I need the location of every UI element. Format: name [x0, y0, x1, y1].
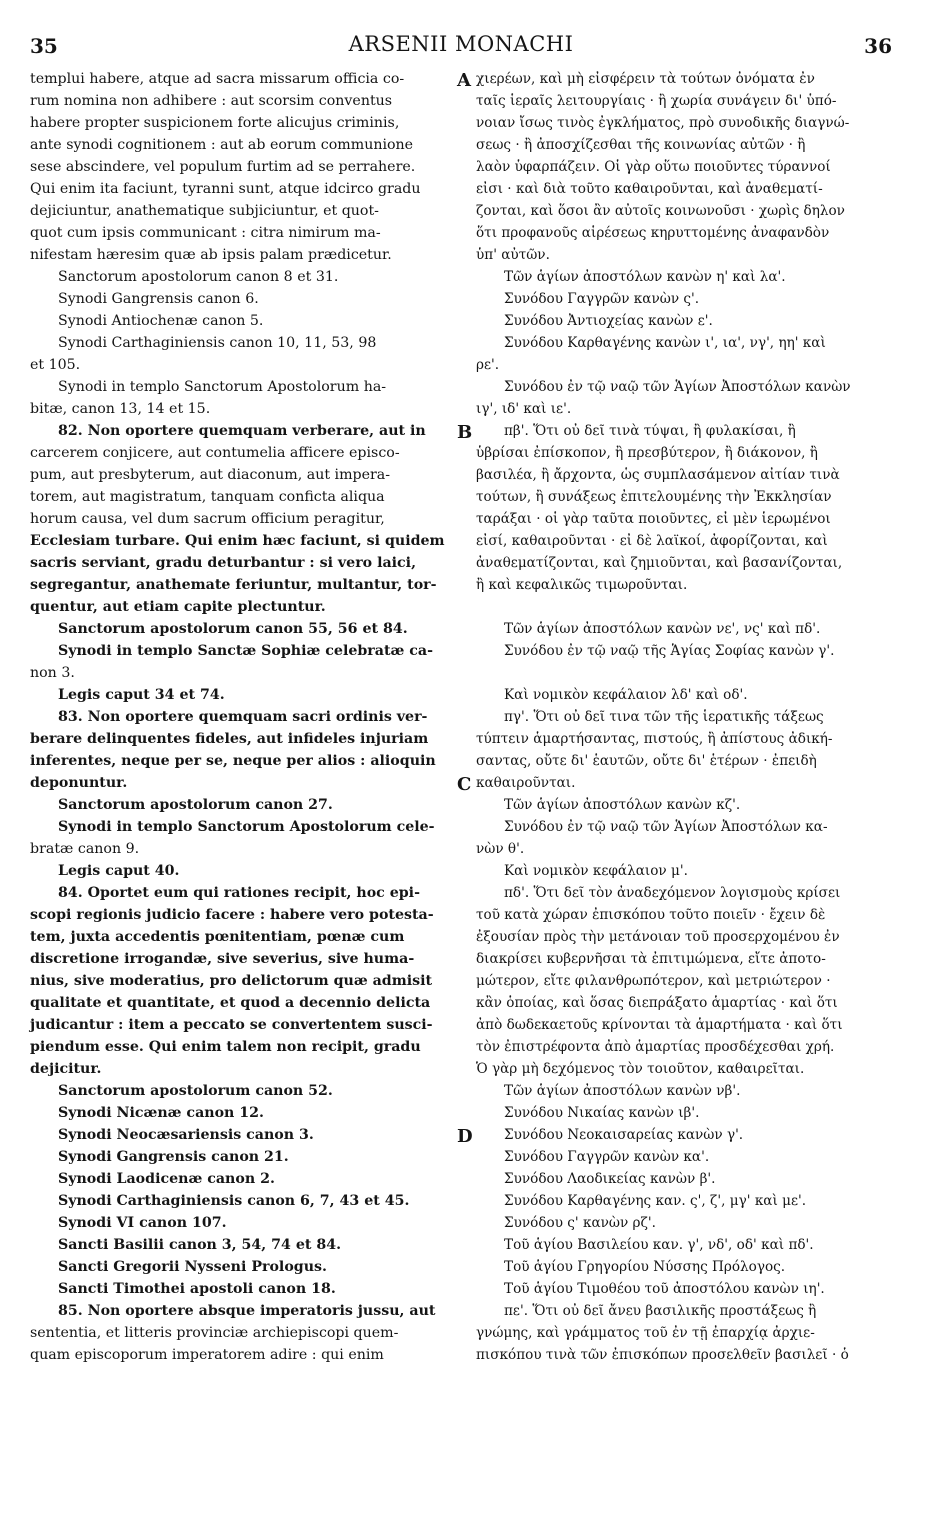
latin-text-line: sententia, et litteris provinciæ archiepiscopi quem-	[30, 1325, 399, 1341]
latin-text-line: Legis caput 40.	[58, 863, 180, 879]
greek-text-line: ρε'.	[476, 357, 500, 373]
greek-text-line: ὑβρίσαι ἐπίσκοπον, ἢ πρεσβύτερον, ἢ διάκονον, ἢ	[476, 445, 818, 461]
greek-text-line: τοῦ κατὰ χώραν ἐπισκόπου τοῦτο ποιεῖν · ἔχειν δὲ	[476, 907, 826, 923]
latin-text-line: berare delinquentes fideles, aut infideles injuriam	[30, 731, 429, 747]
greek-text-line: Συνόδου Νικαίας κανὼν ιβ'.	[504, 1105, 700, 1121]
greek-text-line: Ὁ γὰρ μὴ δεχόμενος τὸν τοιοῦτον, καθαιρεῖται.	[476, 1061, 805, 1077]
greek-text-line: νοιαν ἴσως τινὸς ἐγκλήματος, πρὸ συνοδικῆς διαγνώ-	[476, 115, 850, 131]
greek-text-line: τύπτειν ἁμαρτήσαντας, πιστούς, ἢ ἀπίστους ἀδική-	[476, 731, 833, 747]
margin-marker-a: A	[457, 70, 471, 91]
latin-text-line: Ecclesiam turbare. Qui enim hæc faciunt, si quidem	[30, 533, 445, 549]
latin-text-line: Sancti Timothei apostoli canon 18.	[58, 1281, 336, 1297]
greek-text-line: ταράξαι · οἱ γὰρ ταῦτα ποιοῦντες, εἰ μὲν ἱερωμένοι	[476, 511, 831, 527]
greek-text-line: ἐξουσίαν πρὸς τὴν μετάνοιαν τοῦ προσερχομένου ἐν	[476, 929, 840, 945]
greek-text-line: Συνόδου Λαοδικείας κανὼν β'.	[504, 1171, 716, 1187]
greek-text-line: Συνόδου Καρθαγένης καν. ς', ζ', μγ' καὶ με'.	[504, 1193, 807, 1209]
greek-text-line: Τῶν ἁγίων ἀποστόλων κανὼν η' καὶ λα'.	[504, 269, 786, 285]
greek-text-line: χιερέων, καὶ μὴ εἰσφέρειν τὰ τούτων ὀνόματα ἐν	[476, 71, 815, 87]
greek-text-line: μώτερον, εἴτε φιλανθρωπότερον, καὶ μετριώτερον ·	[476, 973, 831, 989]
latin-text-line: Synodi Antiochenæ canon 5.	[58, 313, 264, 329]
greek-text-line: Καὶ νομικὸν κεφάλαιον λδ' καὶ οδ'.	[504, 687, 748, 703]
latin-text-line: scopi regionis judicio facere : habere vero potesta-	[30, 907, 434, 923]
running-title: ARSENII MONACHI	[348, 32, 574, 56]
latin-text-line: et 105.	[30, 357, 81, 373]
latin-text-line: quam episcoporum imperatorem adire : qui enim	[30, 1347, 384, 1363]
latin-text-line: Synodi Nicænæ canon 12.	[58, 1105, 264, 1121]
greek-text-line: Συνόδου Ἀντιοχείας κανὼν ε'.	[504, 313, 713, 329]
latin-text-line: sacris serviant, gradu deturbantur : si vero laici,	[30, 555, 417, 571]
greek-text-line: Συνόδου ἐν τῷ ναῷ τῶν Ἁγίων Ἀποστόλων κα-	[504, 819, 828, 835]
latin-text-line: sese abscindere, vel populum furtim ad se perrahere.	[30, 159, 416, 175]
greek-text-line: Τοῦ ἁγίου Γρηγορίου Νύσσης Πρόλογος.	[504, 1259, 786, 1275]
latin-text-line: inferentes, neque per se, neque per alios : alioquin	[30, 753, 436, 769]
greek-text-line: εἰσί, καθαιροῦνται · εἰ δὲ λαϊκοί, ἀφορίζονται, καὶ	[476, 533, 828, 549]
margin-marker-b: B	[457, 422, 473, 443]
greek-text-line: καθαιροῦνται.	[476, 775, 576, 791]
latin-text-line: quot cum ipsis communicant : citra nimirum ma-	[30, 225, 381, 241]
greek-text-line: ἀναθεματίζονται, καὶ ζημιοῦνται, καὶ βασανίζονται,	[476, 555, 843, 571]
left-page-number: 35	[30, 34, 58, 58]
latin-text-line: ante synodi cognitionem : aut ab eorum communione	[30, 137, 414, 153]
greek-text-line: εἰσι · καὶ διὰ τοῦτο καθαιροῦνται, καὶ ἀναθεματί-	[476, 181, 823, 197]
greek-text-line: ἢ καὶ κεφαλικῶς τιμωροῦνται.	[476, 577, 688, 593]
latin-text-line: torem, aut magistratum, tanquam conficta aliqua	[30, 489, 385, 505]
greek-text-line: Συνόδου Καρθαγένης κανὼν ι', ια', νγ', ηη' καὶ	[504, 335, 826, 351]
latin-text-line: piendum esse. Qui enim talem non recipit, gradu	[30, 1039, 421, 1055]
greek-text-line: ὅτι προφανοῦς αἱρέσεως κηρυττομένης ἀναφανδὸν	[476, 225, 830, 241]
greek-text-line: βασιλέα, ἢ ἄρχοντα, ὡς συμπλασάμενον αἰτίαν τινὰ	[476, 467, 840, 483]
greek-text-line: Συνόδου ἐν τῷ ναῷ τῆς Ἁγίας Σοφίας κανὼν γ'.	[504, 643, 835, 659]
latin-text-line: rum nomina non adhibere : aut scorsim conventus	[30, 93, 393, 109]
greek-text-line: νὼν θ'.	[476, 841, 525, 857]
latin-text-line: Sanctorum apostolorum canon 27.	[58, 797, 333, 813]
latin-text-line: Synodi Laodicenæ canon 2.	[58, 1171, 275, 1187]
greek-text-line: λαὸν ὑφαρπάζειν. Οἱ γὰρ οὕτω ποιοῦντες τύραννοί	[476, 159, 831, 175]
latin-text-line: Qui enim ita faciunt, tyranni sunt, atque idcirco gradu	[30, 181, 421, 197]
latin-text-line: Sanctorum apostolorum canon 8 et 31.	[58, 269, 339, 285]
latin-text-line: non 3.	[30, 665, 75, 681]
latin-text-line: qualitate et quantitate, et quod a decennio delicta	[30, 995, 431, 1011]
greek-text-line: τούτων, ἢ συνάξεως ἐπιτελουμένης τὴν Ἐκκλησίαν	[476, 489, 832, 505]
greek-text-line: τὸν ἐπιστρέφοντα ἀπὸ ἁμαρτίας προσδέχεσθαι χρή.	[476, 1039, 835, 1055]
latin-text-line: Synodi in templo Sanctorum Apostolorum ha-	[58, 379, 387, 395]
latin-text-line: Sanctorum apostolorum canon 52.	[58, 1083, 333, 1099]
greek-text-line: πγ'. Ὅτι οὐ δεῖ τινα τῶν τῆς ἱερατικῆς τάξεως	[504, 709, 824, 725]
latin-text-line: horum causa, vel dum sacrum officium peragitur,	[30, 511, 385, 527]
greek-text-line: Τοῦ ἁγίου Βασιλείου καν. γ', νδ', οδ' καὶ πδ'.	[504, 1237, 814, 1253]
latin-text-line: tem, juxta accedentis pœnitentiam, pœnæ cum	[30, 929, 405, 945]
latin-text-line: discretione irrogandæ, sive severius, sive huma-	[30, 951, 415, 967]
latin-text-line: segregantur, anathemate feriuntur, multantur, tor-	[30, 577, 437, 593]
greek-text-line: κἂν ὁποίας, καὶ ὅσας διεπράξατο ἁμαρτίας · καὶ ὅτι	[476, 995, 838, 1011]
latin-text-line: Synodi Carthaginiensis canon 6, 7, 43 et 45.	[58, 1193, 410, 1209]
greek-text-line: ὑπ' αὐτῶν.	[476, 247, 550, 263]
greek-text-line: γνώμης, καὶ γράμματος τοῦ ἐν τῇ ἐπαρχίᾳ ἀρχιε-	[476, 1325, 815, 1341]
greek-text-line: Συνόδου Γαγγρῶν κανὼν ς'.	[504, 291, 700, 307]
latin-text-line: Synodi Neocæsariensis canon 3.	[58, 1127, 314, 1143]
greek-text-line: πδ'. Ὅτι δεῖ τὸν ἀναδεχόμενον λογισμοὺς κρίσει	[504, 885, 841, 901]
latin-text-line: Sancti Basilii canon 3, 54, 74 et 84.	[58, 1237, 342, 1253]
latin-text-line: judicantur : item a peccato se convertentem susci-	[30, 1017, 433, 1033]
greek-text-line: ἀπὸ δωδεκαετοῦς κρίνονται τὰ ἁμαρτήματα · καὶ ὅτι	[476, 1017, 843, 1033]
latin-text-line: nifestam hæresim quæ ab ipsis palam prædicetur.	[30, 247, 392, 263]
latin-text-line: nius, sive moderatius, pro delictorum quæ admisit	[30, 973, 433, 989]
greek-text-line: Συνόδου Νεοκαισαρείας κανὼν γ'.	[504, 1127, 744, 1143]
greek-text-line: Συνόδου ἐν τῷ ναῷ τῶν Ἁγίων Ἀποστόλων κανὼν	[504, 379, 851, 395]
latin-text-line: Synodi Gangrensis canon 6.	[58, 291, 259, 307]
greek-text-line: ταῖς ἱεραῖς λειτουργίαις · ἢ χωρία συνάγειν δι' ὑπό-	[476, 93, 837, 109]
latin-text-line: Synodi VI canon 107.	[58, 1215, 227, 1231]
page-header	[30, 30, 892, 64]
latin-text-line: dejicitur.	[30, 1061, 102, 1077]
latin-text-line: bitæ, canon 13, 14 et 15.	[30, 401, 211, 417]
greek-text-line: πβ'. Ὅτι οὐ δεῖ τινὰ τύψαι, ἢ φυλακίσαι, ἢ	[504, 423, 796, 439]
latin-text-line: Sanctorum apostolorum canon 55, 56 et 84.	[58, 621, 408, 637]
greek-text-line: Τῶν ἁγίων ἀποστόλων κανὼν νβ'.	[504, 1083, 741, 1099]
greek-text-line: Συνόδου Γαγγρῶν κανὼν κα'.	[504, 1149, 710, 1165]
greek-text-line: Τῶν ἁγίων ἀποστόλων κανὼν κζ'.	[504, 797, 741, 813]
latin-text-line: Sancti Gregorii Nysseni Prologus.	[58, 1259, 327, 1275]
margin-marker-d: D	[457, 1126, 473, 1147]
latin-text-line: templui habere, atque ad sacra missarum officia co-	[30, 71, 405, 87]
greek-text-line: διακρίσει κυβερνῆσαι τὰ ἐπιτιμώμενα, εἴτε ἀποτο-	[476, 951, 826, 967]
greek-text-line: ιγ', ιδ' καὶ ιε'.	[476, 401, 572, 417]
greek-text-line: Συνόδου ς' κανὼν ρζ'.	[504, 1215, 656, 1231]
latin-text-line: habere propter suspicionem forte alicujus criminis,	[30, 115, 400, 131]
greek-text-line: πε'. Ὅτι οὐ δεῖ ἄνευ βασιλικῆς προστάξεως ἢ	[504, 1303, 817, 1319]
greek-text-line: πισκόπου τινὰ τῶν ἐπισκόπων προσελθεῖν βασιλεῖ · ὁ	[476, 1347, 849, 1363]
latin-text-line: 82. Non oportere quemquam verberare, aut in	[58, 423, 426, 439]
latin-text-line: deponuntur.	[30, 775, 128, 791]
latin-text-line: Synodi in templo Sanctorum Apostolorum cele-	[58, 819, 435, 835]
latin-text-line: Synodi Gangrensis canon 21.	[58, 1149, 289, 1165]
latin-text-line: bratæ canon 9.	[30, 841, 140, 857]
latin-text-line: Synodi in templo Sanctæ Sophiæ celebratæ ca-	[58, 643, 434, 659]
latin-text-line: quentur, aut etiam capite plectuntur.	[30, 599, 326, 615]
greek-text-line: Καὶ νομικὸν κεφάλαιον μ'.	[504, 863, 688, 879]
greek-text-line: σαντας, οὔτε δι' ἑαυτῶν, οὔτε δι' ἑτέρων · ἐπειδὴ	[476, 753, 817, 769]
latin-text-line: Legis caput 34 et 74.	[58, 687, 225, 703]
latin-text-line: 84. Oportet eum qui rationes recipit, hoc epi-	[58, 885, 420, 901]
latin-text-line: pum, aut presbyterum, aut diaconum, aut impera-	[30, 467, 391, 483]
greek-text-line: Τοῦ ἁγίου Τιμοθέου τοῦ ἀποστόλου κανὼν ιη'.	[504, 1281, 825, 1297]
latin-text-line: 85. Non oportere absque imperatoris jussu, aut	[58, 1303, 436, 1319]
greek-text-line: σεως · ἢ ἀποσχίζεσθαι τῆς κοινωνίας αὐτῶν · ἢ	[476, 137, 806, 153]
latin-text-line: dejiciuntur, anathematique subjiciuntur, et quot-	[30, 203, 379, 219]
margin-marker-c: C	[457, 774, 472, 795]
latin-text-line: carcerem conjicere, aut contumelia afficere episco-	[30, 445, 400, 461]
latin-text-line: Synodi Carthaginiensis canon 10, 11, 53, 98	[58, 335, 377, 351]
latin-text-line: 83. Non oportere quemquam sacri ordinis ver-	[58, 709, 428, 725]
right-page-number: 36	[864, 34, 892, 58]
greek-text-line: Τῶν ἁγίων ἀποστόλων κανὼν νε', νς' καὶ πδ'.	[504, 621, 821, 637]
greek-text-line: ζονται, καὶ ὅσοι ἂν αὐτοῖς κοινωνοῦσι · χωρὶς δηλον	[476, 203, 845, 219]
